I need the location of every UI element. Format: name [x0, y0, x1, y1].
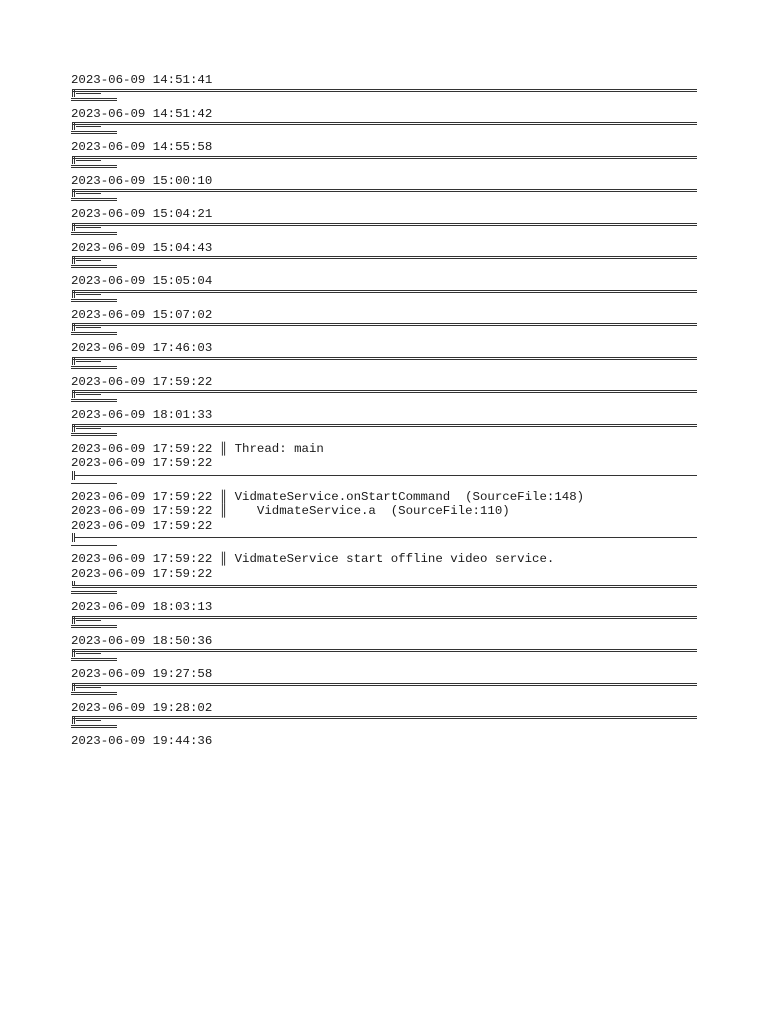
log-message: VidmateService start offline video service. — [234, 552, 555, 566]
log-entry — [71, 274, 711, 302]
timestamp: 2023-06-09 14:51:41 — [71, 73, 213, 87]
box-underline — [71, 483, 117, 484]
log-entry — [71, 600, 711, 628]
stack-frame: VidmateService.a (SourceFile:110) — [234, 504, 510, 518]
timestamp: 2023-06-09 15:05:04 — [71, 274, 213, 288]
log-entry — [71, 73, 711, 101]
box-top-border — [71, 615, 697, 624]
box-top-border — [71, 322, 697, 331]
log-entry — [71, 140, 711, 168]
stack-frame: VidmateService.onStartCommand (SourceFile:148) — [234, 489, 585, 504]
timestamp: 2023-06-09 18:50:36 — [71, 633, 213, 648]
box-top-border — [71, 222, 697, 231]
timestamp: 2023-06-09 15:04:21 — [71, 207, 213, 221]
log-entry — [71, 634, 711, 662]
box-top-border — [71, 389, 697, 398]
log-entry — [71, 308, 711, 336]
box-top-border — [71, 356, 697, 365]
box-underline — [71, 265, 117, 268]
box-top-border — [71, 682, 697, 691]
timestamp: 2023-06-09 19:27:58 — [71, 667, 213, 681]
log-entry — [71, 241, 711, 269]
box-divider — [71, 471, 697, 480]
box-bottom-border — [71, 581, 697, 590]
log-entry — [71, 107, 711, 135]
box-underline — [71, 591, 117, 594]
timestamp: 2023-06-09 17:59:22 — [71, 504, 213, 518]
timestamp: 2023-06-09 17:59:22 — [71, 456, 213, 470]
timestamp: 2023-06-09 17:46:03 — [71, 341, 213, 355]
box-underline — [71, 131, 117, 134]
timestamp: 2023-06-09 14:55:58 — [71, 140, 213, 154]
box-divider — [71, 533, 697, 542]
box-underline — [71, 433, 117, 436]
timestamp: 2023-06-09 14:51:42 — [71, 106, 213, 121]
timestamp: 2023-06-09 17:59:22 — [71, 489, 213, 504]
box-top-border — [71, 155, 697, 164]
log-line — [71, 442, 711, 457]
log-entry — [71, 701, 711, 729]
box-top-border — [71, 423, 697, 432]
box-underline — [71, 658, 117, 661]
thread-message: Thread: main — [234, 441, 324, 456]
box-underline — [71, 198, 117, 201]
box-separator: ║ — [219, 552, 228, 566]
timestamp: 2023-06-09 17:59:22 — [71, 566, 213, 581]
timestamp: 2023-06-09 19:44:36 — [71, 734, 213, 748]
box-top-border — [71, 715, 697, 724]
log-entry — [71, 375, 711, 403]
log-entry — [71, 408, 711, 436]
log-line — [71, 552, 711, 567]
box-underline — [71, 98, 117, 101]
box-top-border — [71, 648, 697, 657]
box-top-border — [71, 289, 697, 298]
log-document — [71, 73, 711, 749]
box-underline — [71, 165, 117, 168]
box-underline — [71, 692, 117, 695]
timestamp: 2023-06-09 15:07:02 — [71, 307, 213, 322]
log-entry — [71, 341, 711, 369]
box-top-border — [71, 255, 697, 264]
message-box-stack — [71, 490, 711, 547]
box-top-border — [71, 188, 697, 197]
timestamp: 2023-06-09 18:01:33 — [71, 408, 213, 422]
box-underline — [71, 625, 117, 628]
log-line — [71, 490, 711, 505]
timestamp: 2023-06-09 17:59:22 — [71, 374, 213, 389]
log-entry — [71, 734, 711, 749]
box-underline — [71, 545, 117, 546]
timestamp: 2023-06-09 15:04:43 — [71, 240, 213, 255]
box-separator: ║ — [219, 441, 228, 456]
timestamp: 2023-06-09 17:59:22 — [71, 552, 213, 566]
log-entry — [71, 667, 711, 695]
message-box-thread — [71, 442, 711, 484]
log-line — [71, 504, 711, 519]
box-underline — [71, 299, 117, 302]
timestamp: 2023-06-09 17:59:22 — [71, 518, 213, 533]
timestamp: 2023-06-09 17:59:22 — [71, 441, 213, 456]
box-separator: ║ — [219, 489, 228, 504]
message-box-message — [71, 552, 711, 594]
box-underline — [71, 232, 117, 235]
box-underline — [71, 399, 117, 402]
box-top-border — [71, 88, 697, 97]
box-separator: ║ — [219, 504, 228, 518]
box-underline — [71, 366, 117, 369]
box-underline — [71, 725, 117, 728]
log-entry — [71, 207, 711, 235]
timestamp: 2023-06-09 19:28:02 — [71, 700, 213, 715]
box-top-border — [71, 121, 697, 130]
timestamp: 2023-06-09 15:00:10 — [71, 173, 213, 188]
box-underline — [71, 332, 117, 335]
timestamp: 2023-06-09 18:03:13 — [71, 600, 213, 614]
log-entry — [71, 174, 711, 202]
